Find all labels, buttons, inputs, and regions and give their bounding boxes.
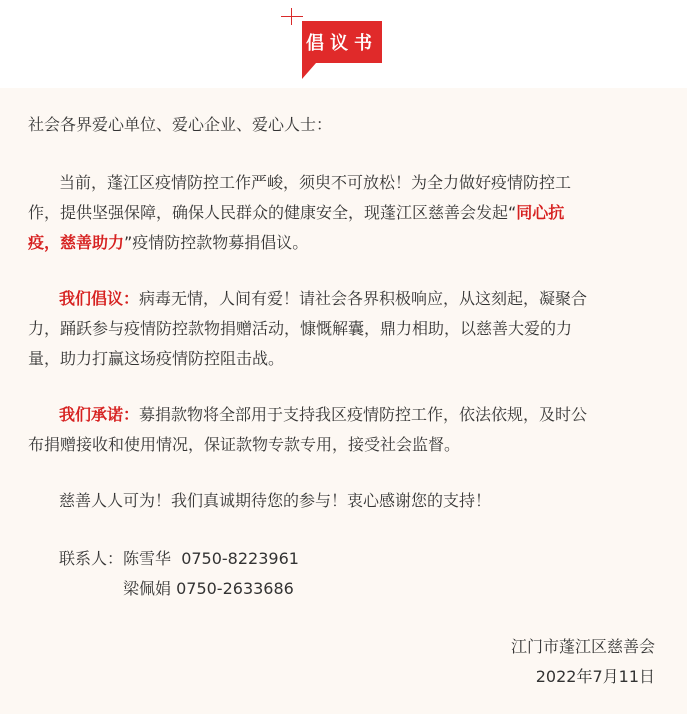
campaign-name-part-2: 疫，慈善助力: [28, 233, 125, 252]
paragraph-3-line-1: [59, 404, 687, 426]
paragraph-2-line-1: [59, 288, 687, 310]
page-title: 倡议书: [302, 21, 382, 63]
letter-body: [0, 88, 687, 714]
paragraph-1-text: 作，提供坚强保障，确保人民群众的健康安全，现蓬江区慈善会发起“: [28, 203, 517, 222]
contact-1: 陈雪华 0750-8223961: [123, 549, 299, 568]
signature: 江门市蓬江区慈善会: [510, 637, 655, 656]
contact-label: 联系人：: [59, 549, 124, 568]
proposal-text: 病毒无情，人间有爱！请社会各界积极响应，从这刻起，凝聚合: [139, 289, 588, 308]
promise-label: 我们承诺：: [59, 405, 140, 424]
contact-line-2: 梁佩娟 0750-2633686: [123, 579, 294, 598]
decor-cross-horizontal: [281, 16, 303, 17]
salutation: 社会各界爱心单位、爱心企业、爱心人士：: [28, 115, 333, 134]
banner-tail: [302, 63, 316, 79]
paragraph-4: 慈善人人可为！我们真诚期待您的参与！衷心感谢您的支持！: [59, 491, 492, 510]
paragraph-1-line-2: [28, 202, 687, 224]
campaign-name-part-1: 同心抗: [516, 203, 565, 222]
header: [0, 0, 687, 88]
paragraph-2-line-2: 力，踊跃参与疫情防控款物捐赠活动，慷慨解囊，鼎力相助，以慈善大爱的力: [28, 319, 573, 338]
contact-line-1: [59, 548, 687, 570]
paragraph-1-line-1: 当前，蓬江区疫情防控工作严峻，须臾不可放松！为全力做好疫情防控工: [59, 173, 572, 192]
paragraph-2-line-3: 量，助力打赢这场疫情防控阻击战。: [28, 349, 285, 368]
promise-text: 募捐款物将全部用于支持我区疫情防控工作，依法依规，及时公: [139, 405, 588, 424]
paragraph-1-text-end: ”疫情防控款物募捐倡议。: [124, 233, 309, 252]
paragraph-3-line-2: 布捐赠接收和使用情况，保证款物专款专用，接受社会监督。: [28, 435, 461, 454]
date: 2022年7月11日: [535, 667, 655, 686]
paragraph-1-line-3: [28, 232, 687, 254]
proposal-label: 我们倡议：: [59, 289, 140, 308]
